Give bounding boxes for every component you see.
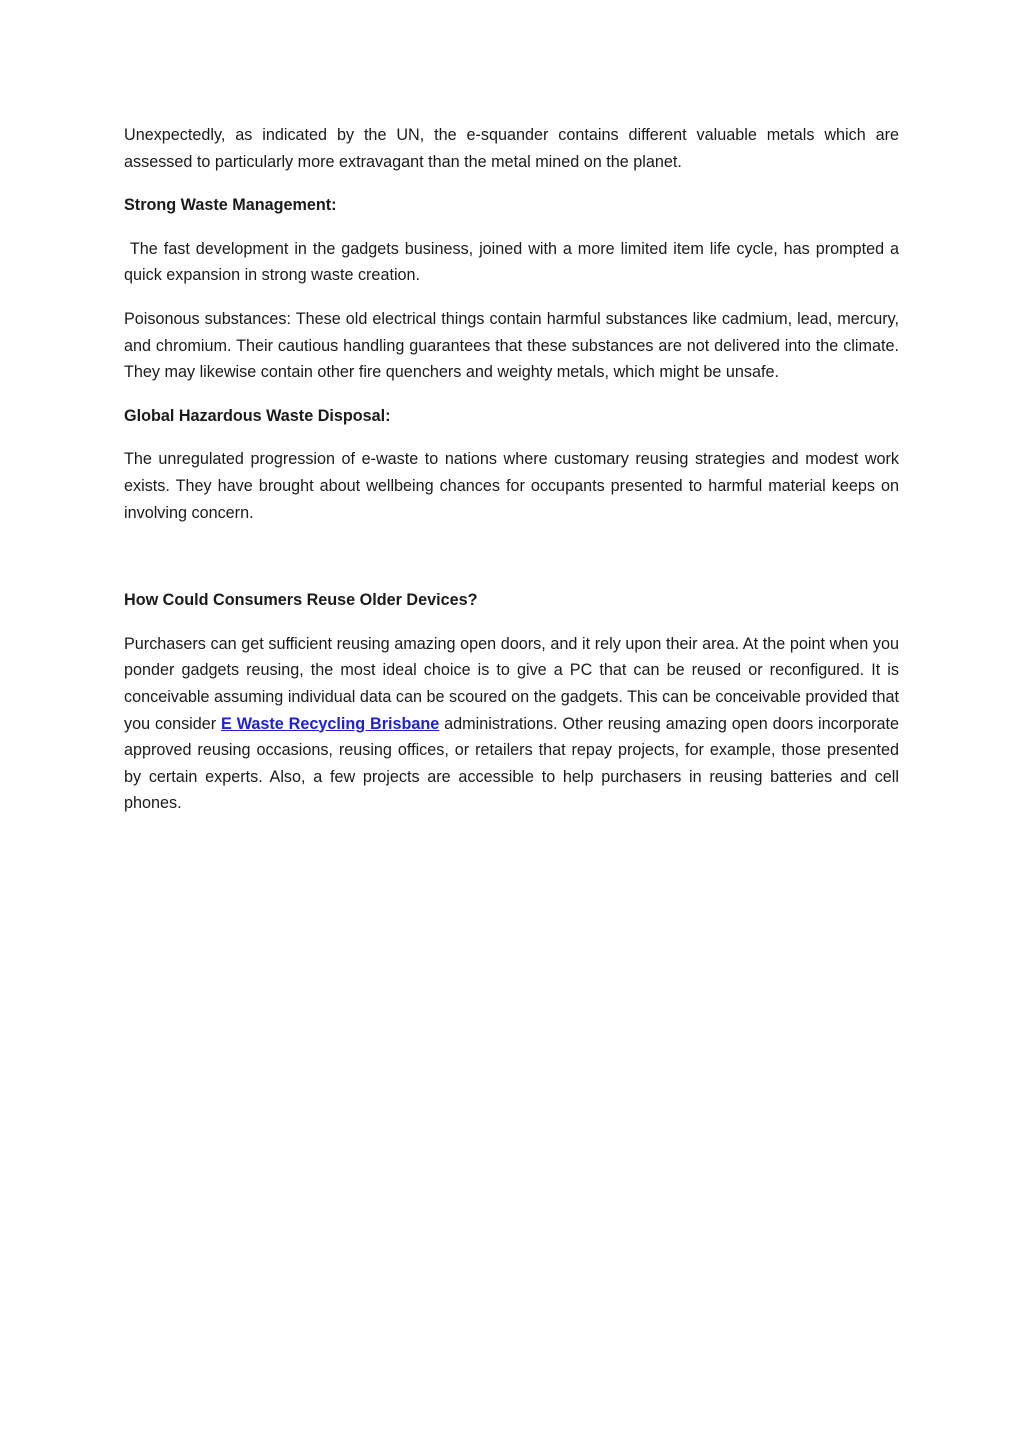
section-spacer: [124, 543, 899, 587]
e-waste-recycling-brisbane-link[interactable]: E Waste Recycling Brisbane: [221, 714, 440, 733]
consumers-text-before-link: Purchasers can get sufficient reusing amazing open doors, and it rely upon their area. At the point when you ponder gadgets reusing, the most ideal choice is to give a PC that can be reused or reconfigured. It is conceivable assuming individual data can be scoured on the gadgets. This can be conceivable provided that you consider: [124, 634, 899, 733]
strong-waste-paragraph: The fast development in the gadgets business, joined with a more limited item life cycle, has prompted a quick expansion in strong waste creation.: [124, 239, 899, 285]
consumers-paragraph: [124, 631, 899, 817]
consumers-text-after-link: administrations. Other reusing amazing open doors incorporate approved reusing occasions, reusing offices, or retailers that repay projects, for example, those presented by certain experts. Also, a few projects are accessible to help purchasers in reusing batteries and cell phones.: [124, 714, 900, 813]
section-heading-strong-waste: Strong Waste Management:: [124, 196, 337, 215]
global-disposal-paragraph: The unregulated progression of e-waste to nations where customary reusing strategies and modest work exists. They have brought about wellbeing chances for occupants presented to harmful material keeps on involving concern.: [124, 450, 899, 522]
document-body: [124, 122, 899, 834]
section-heading-global-disposal: Global Hazardous Waste Disposal:: [124, 406, 391, 425]
intro-paragraph: Unexpectedly, as indicated by the UN, the e-squander contains different valuable metals which are assessed to particularly more extravagant than the metal mined on the planet.: [124, 126, 899, 171]
section-heading-consumers: How Could Consumers Reuse Older Devices?: [124, 591, 478, 610]
poisonous-substances-paragraph: Poisonous substances: These old electrical things contain harmful substances like cadmium, lead, mercury, and chromium. Their cautious handling guarantees that these substances are not delivered into the climate. They may likewise contain other fire quenchers and weighty metals, which might be unsafe.: [124, 309, 899, 382]
